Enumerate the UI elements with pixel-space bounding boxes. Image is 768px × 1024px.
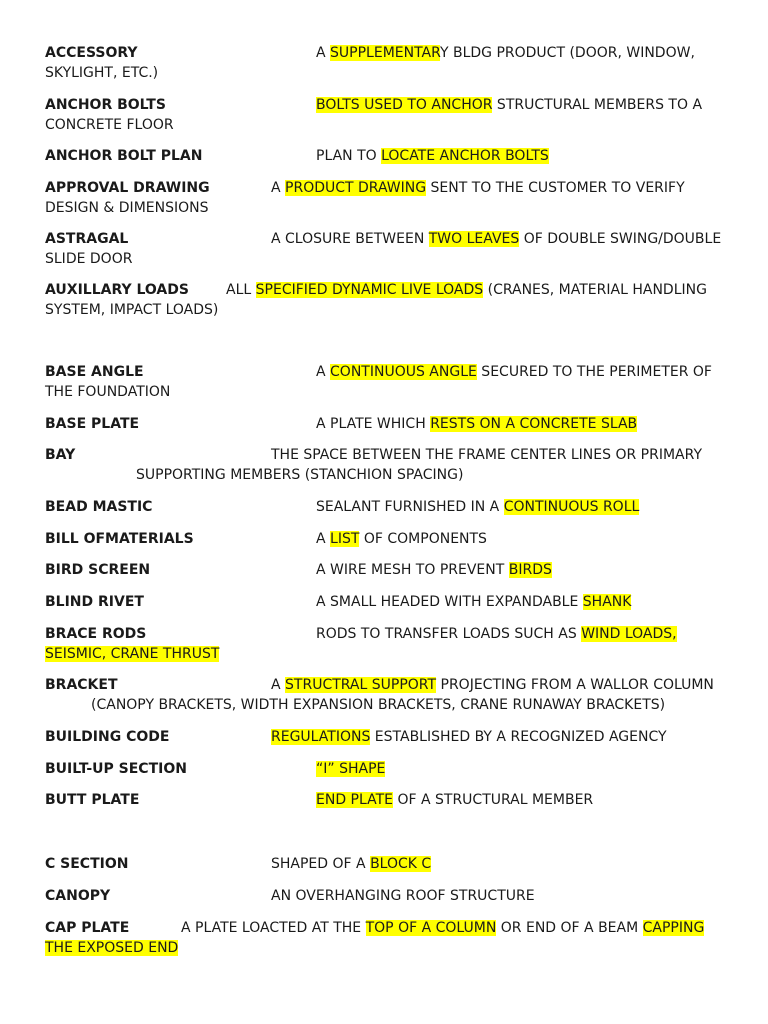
definition: A STRUCTRAL SUPPORT PROJECTING FROM A WALLOR COLUMN — [271, 677, 714, 693]
term: BIRD SCREEN — [45, 562, 151, 578]
term: APPROVAL DRAWING — [45, 180, 210, 196]
glossary-entry-bill-of-materials — [45, 530, 728, 550]
definition-continued: SUPPORTING MEMBERS (STANCHION SPACING) — [136, 466, 464, 483]
highlight: CAPPING — [642, 920, 705, 936]
highlight: STRUCTRAL SUPPORT — [285, 677, 437, 693]
term: BAY — [45, 447, 76, 463]
highlight: CONTINUOUS ANGLE — [330, 364, 477, 380]
term: BASE PLATE — [45, 416, 140, 432]
term: BUILT-UP SECTION — [45, 761, 187, 777]
definition: AN OVERHANGING ROOF STRUCTURE — [271, 888, 535, 904]
term: ANCHOR BOLT PLAN — [45, 148, 203, 164]
highlight: “I” SHAPE — [316, 761, 386, 777]
glossary-entry-base-plate — [45, 415, 728, 435]
term: BRACKET — [45, 677, 118, 693]
term: CANOPY — [45, 888, 111, 904]
term: ASTRAGAL — [45, 231, 129, 247]
definition-continued — [45, 645, 728, 665]
definition: RODS TO TRANSFER LOADS SUCH AS WIND LOADS, — [316, 626, 677, 642]
definition-continued: DESIGN & DIMENSIONS — [45, 199, 209, 216]
definition: THE SPACE BETWEEN THE FRAME CENTER LINES OR PRIMARY — [271, 447, 702, 463]
definition-continued: THE FOUNDATION — [45, 383, 171, 400]
definition: A WIRE MESH TO PREVENT BIRDS — [316, 562, 552, 578]
highlight: REGULATIONS — [271, 729, 371, 745]
highlight: TOP OF A COLUMN — [365, 920, 497, 936]
definition-continued: SKYLIGHT, ETC.) — [45, 64, 159, 81]
term: ACCESSORY — [45, 45, 138, 61]
glossary-entry-auxillary-loads — [45, 281, 728, 320]
glossary-entry-building-code — [45, 728, 728, 748]
highlight: SUPPLEMENTAR — [330, 45, 440, 61]
glossary-entry-approval-drawing — [45, 179, 728, 218]
highlight: END PLATE — [316, 792, 393, 808]
glossary-entry-bay — [45, 446, 728, 485]
term: BEAD MASTIC — [45, 499, 153, 515]
definition: A PRODUCT DRAWING SENT TO THE CUSTOMER TO VERIFY — [271, 180, 685, 196]
term: ANCHOR BOLTS — [45, 97, 166, 113]
glossary-entry-blind-rivet — [45, 593, 728, 613]
definition-continued: SYSTEM, IMPACT LOADS) — [45, 301, 219, 318]
highlight: BOLTS USED TO ANCHOR — [316, 97, 493, 113]
highlight: SPECIFIED DYNAMIC LIVE LOADS — [255, 282, 484, 298]
term: BASE ANGLE — [45, 364, 144, 380]
definition: REGULATIONS ESTABLISHED BY A RECOGNIZED AGENCY — [271, 729, 667, 745]
glossary-entry-astragal — [45, 230, 728, 269]
definition-continued — [45, 939, 728, 959]
highlight: BIRDS — [508, 562, 552, 578]
glossary-entry-base-angle — [45, 363, 728, 402]
highlight: WIND LOADS, — [581, 626, 677, 642]
definition: A CONTINUOUS ANGLE SECURED TO THE PERIMETER OF — [316, 364, 712, 380]
definition: A CLOSURE BETWEEN TWO LEAVES OF DOUBLE SWING/DOUBLE — [271, 231, 722, 247]
definition: A SUPPLEMENTARY BLDG PRODUCT (DOOR, WINDOW, — [316, 45, 695, 61]
term: BLIND RIVET — [45, 594, 144, 610]
definition: SEALANT FURNISHED IN A CONTINUOUS ROLL — [316, 499, 640, 515]
highlight: TWO LEAVES — [428, 231, 520, 247]
glossary-entry-anchor-bolts — [45, 96, 728, 135]
term: BILL OFMATERIALS — [45, 531, 194, 547]
highlight: LOCATE ANCHOR BOLTS — [381, 148, 549, 164]
term: CAP PLATE — [45, 920, 130, 936]
definition: BOLTS USED TO ANCHOR STRUCTURAL MEMBERS TO A — [316, 97, 703, 113]
glossary-entry-anchor-bolt-plan — [45, 147, 728, 167]
glossary-entry-cap-plate — [45, 919, 728, 958]
definition: SHAPED OF A BLOCK C — [271, 856, 432, 872]
highlight: THE EXPOSED END — [45, 939, 179, 956]
definition: ALL SPECIFIED DYNAMIC LIVE LOADS (CRANES, MATERIAL HANDLING — [226, 282, 707, 298]
glossary-entry-bird-screen — [45, 561, 728, 581]
highlight: SHANK — [582, 594, 632, 610]
term: AUXILLARY LOADS — [45, 282, 189, 298]
glossary-entry-accessory — [45, 44, 728, 83]
definition-continued: CONCRETE FLOOR — [45, 116, 174, 133]
definition: PLAN TO LOCATE ANCHOR BOLTS — [316, 148, 549, 164]
highlight: LIST — [330, 531, 360, 547]
highlight: CONTINUOUS ROLL — [503, 499, 640, 515]
highlight: BLOCK C — [370, 856, 432, 872]
definition: END PLATE OF A STRUCTURAL MEMBER — [316, 792, 594, 808]
glossary-entry-built-up-section — [45, 760, 728, 780]
term: BUTT PLATE — [45, 792, 140, 808]
definition: A PLATE LOACTED AT THE TOP OF A COLUMN OR END OF A BEAM CAPPING — [181, 920, 705, 936]
highlight: RESTS ON A CONCRETE SLAB — [430, 416, 638, 432]
term: BUILDING CODE — [45, 729, 170, 745]
definition: A LIST OF COMPONENTS — [316, 531, 487, 547]
definition: A SMALL HEADED WITH EXPANDABLE SHANK — [316, 594, 632, 610]
glossary-entry-butt-plate — [45, 791, 728, 811]
highlight: PRODUCT DRAWING — [285, 180, 427, 196]
highlight: SEISMIC, CRANE THRUST — [45, 645, 220, 662]
glossary-entry-brace-rods — [45, 625, 728, 664]
definition-continued: SLIDE DOOR — [45, 250, 133, 267]
definition: A PLATE WHICH RESTS ON A CONCRETE SLAB — [316, 416, 638, 432]
term: C SECTION — [45, 856, 129, 872]
glossary-entry-c-section — [45, 855, 728, 875]
glossary-entry-bead-mastic — [45, 498, 728, 518]
glossary-entry-canopy — [45, 887, 728, 907]
term: BRACE RODS — [45, 626, 147, 642]
definition-continued: (CANOPY BRACKETS, WIDTH EXPANSION BRACKETS, CRANE RUNAWAY BRACKETS) — [91, 696, 666, 713]
glossary-entry-bracket — [45, 676, 728, 715]
